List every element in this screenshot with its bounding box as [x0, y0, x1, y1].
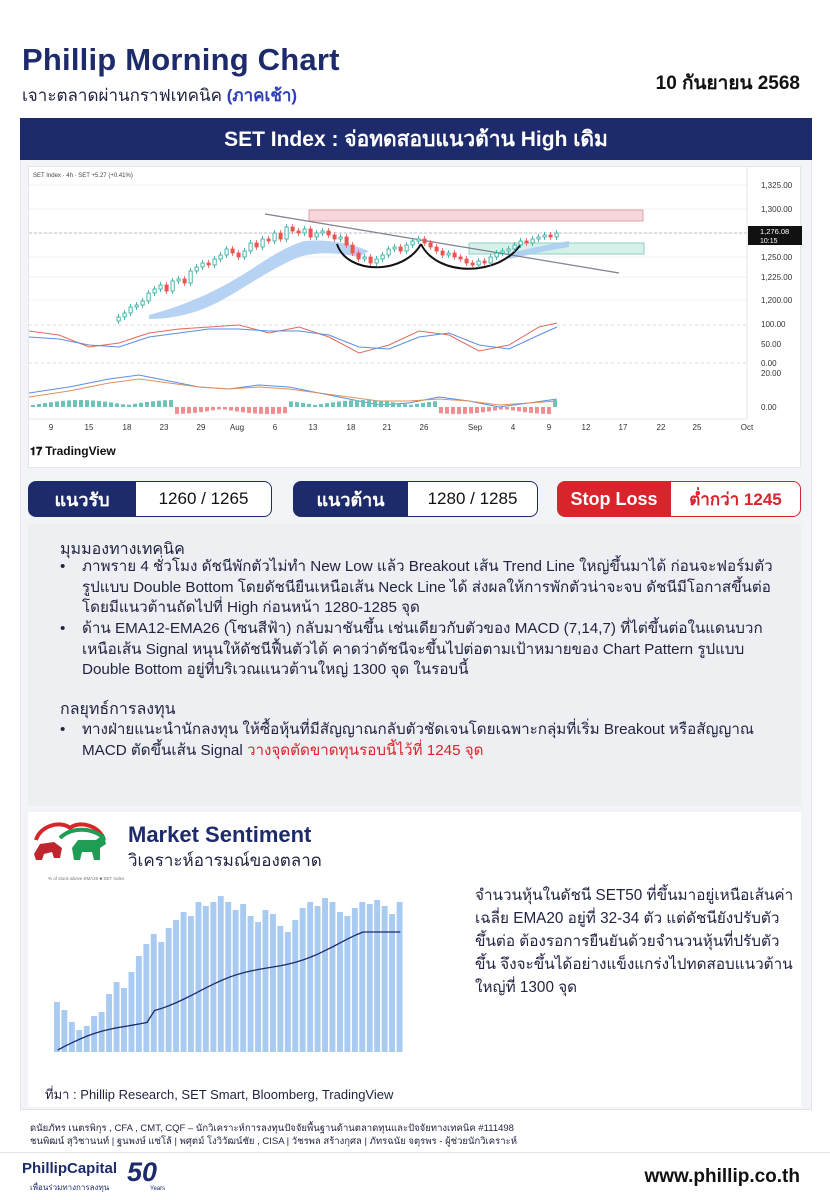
anniversary-logo: 50 — [127, 1157, 158, 1187]
macd-bar — [163, 400, 167, 407]
candle — [231, 249, 234, 253]
macd-bar — [325, 403, 329, 407]
macd-bar — [253, 407, 257, 413]
macd-bar — [133, 404, 137, 407]
time-axis-label: 6 — [272, 423, 278, 432]
macd-bar — [505, 407, 509, 409]
sentiment-bar — [158, 942, 164, 1052]
candle — [333, 235, 336, 239]
sentiment-bar — [173, 920, 179, 1052]
sentiment-bar — [382, 906, 388, 1052]
candle — [183, 279, 186, 283]
candle — [321, 231, 324, 233]
macd-bar — [175, 407, 179, 414]
macd-bar — [535, 407, 539, 413]
stoploss-label: Stop Loss — [557, 481, 671, 517]
macd-bar — [409, 405, 413, 407]
support-value: 1260 / 1265 — [136, 481, 272, 517]
sentiment-bar — [330, 902, 336, 1052]
macd-bar — [157, 401, 161, 407]
candle — [165, 285, 168, 291]
candle — [387, 249, 390, 255]
macd-bar — [511, 407, 515, 410]
candle — [159, 285, 162, 289]
candle — [147, 293, 150, 301]
candle — [489, 257, 492, 263]
macd-bar — [223, 407, 227, 410]
report-subtitle-text: เจาะตลาดผ่านกราฟเทคนิค — [22, 86, 223, 105]
sentiment-bar — [188, 916, 194, 1052]
sentiment-bar — [233, 910, 239, 1052]
candle — [495, 253, 498, 257]
sentiment-bar — [248, 916, 254, 1052]
macd-bar — [295, 402, 299, 407]
sentiment-bar — [292, 920, 298, 1052]
sentiment-bar — [307, 902, 313, 1052]
sentiment-chart-caption: % of stock above EMA20 ■ SET Index — [48, 876, 125, 881]
sentiment-bar — [84, 1026, 90, 1052]
candle — [153, 289, 156, 293]
sentiment-bar — [240, 904, 246, 1052]
macd-bar — [349, 400, 353, 407]
macd-bar — [199, 407, 203, 412]
macd-bar — [205, 407, 209, 411]
candle — [549, 235, 552, 237]
stoch-axis-label: 100.00 — [761, 320, 786, 329]
macd-bar — [115, 403, 119, 407]
chart-title-bar: SET Index : จ่อทดสอบแนวต้าน High เดิม — [20, 118, 812, 160]
macd-bar — [331, 402, 335, 407]
macd-bar — [37, 404, 41, 407]
candle — [123, 313, 126, 317]
tradingview-icon: 𝟏𝟕 — [30, 446, 43, 458]
macd-bar — [373, 400, 377, 407]
candle — [297, 231, 300, 233]
macd-bar — [169, 400, 173, 407]
macd-bar — [337, 402, 341, 407]
resistance-label: แนวต้าน — [293, 481, 408, 517]
sentiment-chart — [44, 872, 416, 1064]
sentiment-bar — [151, 934, 157, 1052]
macd-bar — [457, 407, 461, 414]
macd-bar — [43, 403, 47, 407]
sentiment-bars — [54, 896, 403, 1052]
macd-bar — [439, 407, 443, 413]
candle — [441, 251, 444, 255]
bullet-dot: • — [60, 721, 66, 738]
sentiment-bar — [129, 972, 135, 1052]
analysis-bullet-1 — [60, 557, 790, 619]
candle — [519, 241, 522, 245]
macd-bar — [193, 407, 197, 413]
macd-axis-label: 0.00 — [761, 403, 777, 412]
phillipcapital-logo: PhillipCapital — [22, 1160, 118, 1177]
stoch-d-line — [29, 327, 557, 349]
sentiment-chart-svg — [44, 872, 416, 1064]
candle — [459, 257, 462, 259]
set-index-chart-svg — [29, 167, 802, 469]
price-axis — [761, 181, 793, 412]
tradingview-logo — [30, 444, 116, 459]
sentiment-bar — [389, 914, 395, 1052]
time-axis-label: 9 — [546, 423, 552, 432]
candle — [465, 259, 468, 263]
stoch-axis-label: 50.00 — [761, 340, 782, 349]
macd-bar — [343, 401, 347, 407]
time-axis-label: Oct — [740, 423, 754, 432]
sentiment-text: จำนวนหุ้นในดัชนี SET50 ที่ขึ้นมาอยู่เหนือเส้นค่าเฉลี่ย EMA20 อยู่ที่ 32-34 ตัว แต่ดัชนียังปรับตัวขึ้นต่อ ต้องรอการยืนยันด้วยจำนวนหุ้นที่ปรับตัวขึ้น จึงจะขึ้นได้อย่างแข็งแกร่งไปทดสอบแนวต้านใหญ่ที่ 1300 จุด — [475, 887, 794, 996]
macd-bar — [277, 407, 281, 414]
candle — [249, 243, 252, 251]
support-levels — [28, 481, 272, 517]
macd-bar — [55, 401, 59, 407]
macd-bar — [229, 407, 233, 411]
macd-bar — [553, 400, 557, 407]
time-axis-label: 25 — [692, 423, 702, 432]
candle — [135, 305, 138, 307]
sentiment-bar — [203, 906, 209, 1052]
price-axis-label: 1,250.00 — [761, 253, 793, 262]
macd-bar — [379, 401, 383, 407]
macd-bar — [433, 401, 437, 407]
candle — [195, 267, 198, 271]
candle — [171, 281, 174, 291]
macd-bar — [127, 405, 131, 407]
time-axis-label: 18 — [122, 423, 132, 432]
time-axis-label: Aug — [229, 423, 245, 432]
sentiment-bar — [263, 910, 269, 1052]
sentiment-bar — [367, 904, 373, 1052]
time-axis-label: 23 — [159, 423, 169, 432]
technical-heading: มุมมองทางเทคนิค — [60, 541, 185, 558]
candle — [129, 307, 132, 313]
sentiment-bar — [270, 914, 276, 1052]
footer-divider — [0, 1152, 830, 1153]
sentiment-bar — [121, 988, 127, 1052]
macd-bar — [85, 400, 89, 407]
sentiment-bar — [359, 902, 365, 1052]
bear-icon — [34, 842, 62, 860]
candle — [219, 255, 222, 259]
resistance-zone — [309, 210, 643, 221]
candle — [225, 249, 228, 255]
candle — [189, 271, 192, 283]
candle — [255, 243, 258, 247]
macd-bar — [475, 407, 479, 413]
time-axis-label: 9 — [48, 423, 54, 432]
time-axis-label: 15 — [84, 423, 94, 432]
sentiment-bar — [352, 908, 358, 1052]
sentiment-bar — [322, 898, 328, 1052]
author-line-1: ดนัยภัทร เนตรพิกุร , CFA , CMT, CQF – นักวิเคราะห์การลงทุนปัจจัยพื้นฐานด้านตลาดทุนและปัจจัยทางเทคนิค #111498 — [30, 1123, 514, 1134]
time-axis-label: 4 — [510, 423, 516, 432]
stoch-k-line — [29, 323, 557, 353]
macd-bar — [313, 405, 317, 407]
chart-legend: SET Index · 4h · SET +5.27 (+0.41%) — [33, 173, 133, 179]
candle — [237, 253, 240, 257]
macd-bar — [487, 407, 491, 411]
macd-bar — [211, 407, 215, 410]
candle — [315, 233, 318, 237]
sentiment-title: Market Sentiment — [128, 822, 312, 847]
candle — [393, 247, 396, 249]
analysis-bullet-2-text: ด้าน EMA12-EMA26 (โซนสีฟ้า) กลับมาชันขึ้น เช่นเดียวกับตัวของ MACD (7,14,7) ที่ไต่ขึ้นต่อในแดนบวกเหนือเส้น Signal หนุนให้ดัชนีฟื้นตัวได้ คาดว่าดัชนีจะขึ้นไปต่อตามเป้าหมายของ Chart Pattern รูปแบบ Double Bottom อยู่ที่บริเวณแนวต้านใหญ่ 1300 จุด ในรอบนี้ — [82, 620, 763, 678]
stoploss-value: ต่ำกว่า 1245 — [671, 481, 801, 517]
report-date: 10 กันยายน 2568 — [655, 73, 800, 94]
sentiment-bar — [54, 1002, 60, 1052]
macd-bar — [355, 400, 359, 407]
candle — [267, 239, 270, 241]
macd-bar — [547, 407, 551, 414]
macd-bar — [421, 403, 425, 407]
time-axis — [49, 423, 754, 432]
macd-bar — [145, 402, 149, 407]
candle — [261, 239, 264, 247]
sentiment-bar — [285, 932, 291, 1052]
sentiment-bar — [69, 1022, 75, 1052]
time-axis-label: 12 — [581, 423, 591, 432]
macd-bar — [271, 407, 275, 414]
candle — [285, 227, 288, 239]
website-link[interactable]: www.phillip.co.th — [644, 1166, 800, 1187]
candle — [117, 317, 120, 321]
sentiment-bar — [337, 912, 343, 1052]
sentiment-bar — [106, 994, 112, 1052]
candle — [303, 229, 306, 233]
analysis-bullet-1-text: ภาพราย 4 ชั่วโมง ดัชนีพักตัวไม่ทำ New Low แล้ว Breakout เส้น Trend Line ใหญ่ขึ้นมาได้ ก่อนจะฟอร์มตัวรูปแบบ Double Bottom โดยดัชนียืนเหนือเส้น Neck Line ได้ ส่งผลให้การพักตัวน่าจะจบ ดัชนีมีโอกาสขึ้นต่อโดยมีแนวต้านถัดไปที่ High ก่อนหน้า 1280-1285 จุด — [82, 558, 773, 616]
stoch-axis-label: 0.00 — [761, 359, 777, 368]
macd-bar — [151, 401, 155, 407]
sentiment-bar — [210, 902, 216, 1052]
macd-bar — [427, 402, 431, 407]
anniversary-word: Years — [150, 1186, 166, 1192]
bullet-dot: • — [60, 620, 66, 637]
strategy-stoploss-text: วางจุดตัดขาดทุนรอบนี้ไว้ที่ 1245 จุด — [246, 741, 484, 759]
time-axis-label: 22 — [656, 423, 666, 432]
time-axis-label: 18 — [346, 423, 356, 432]
candle — [477, 261, 480, 265]
candle — [405, 245, 408, 251]
stoploss-levels — [557, 481, 801, 517]
macd-bar — [241, 407, 245, 412]
macd-bar — [403, 404, 407, 407]
macd-bar — [235, 407, 239, 411]
macd-bar — [523, 407, 527, 412]
sentiment-bar — [181, 912, 187, 1052]
tradingview-chart — [28, 166, 801, 468]
candle — [525, 241, 528, 243]
time-axis-label: 17 — [618, 423, 628, 432]
bullet-dot: • — [60, 558, 66, 575]
sentiment-bar — [315, 906, 321, 1052]
report-subtitle — [22, 82, 297, 109]
sentiment-bar — [218, 896, 224, 1052]
macd-bar — [385, 402, 389, 407]
macd-bar — [445, 407, 449, 414]
price-axis-label: 1,200.00 — [761, 296, 793, 305]
macd-bar — [217, 407, 221, 409]
macd-bar — [121, 404, 125, 407]
macd-bar — [499, 407, 503, 410]
time-axis-label: 21 — [382, 423, 392, 432]
candle — [543, 235, 546, 237]
macd-bar — [367, 400, 371, 407]
sentiment-bar — [114, 982, 120, 1052]
macd-bar — [79, 400, 83, 407]
price-axis-label: 1,325.00 — [761, 181, 793, 190]
support-label: แนวรับ — [28, 481, 136, 517]
bull-icon — [72, 834, 106, 860]
candle — [375, 259, 378, 263]
analysis-bullet-2 — [60, 619, 790, 681]
analysis-bullet-3-text — [60, 720, 790, 761]
candle — [531, 239, 534, 243]
macd-bar — [181, 407, 185, 414]
sentiment-bar — [196, 902, 202, 1052]
macd-bar — [187, 407, 191, 413]
strategy-text: ทางฝ่ายแนะนำนักลงทุน ให้ซื้อหุ้นที่มีสัญญาณกลับตัวชัดเจนโดยเฉพาะกลุ่มที่เริ่ม Breakout หรือสัญญาณ MACD ตัดขึ้นเส้น Signal — [82, 721, 754, 759]
sentiment-bar — [397, 902, 403, 1052]
candle — [213, 259, 216, 265]
candle — [411, 241, 414, 245]
macd-bar — [541, 407, 545, 414]
candle — [435, 247, 438, 251]
sentiment-bar — [255, 922, 261, 1052]
macd-bar — [397, 403, 401, 407]
macd-bar — [91, 400, 95, 407]
macd-bar — [463, 407, 467, 414]
candle — [447, 253, 450, 255]
macd-bar — [73, 400, 77, 407]
candle — [345, 237, 348, 245]
macd-bar — [469, 407, 473, 413]
macd-bar — [517, 407, 521, 411]
macd-bar — [265, 407, 269, 414]
last-price-time: 10:15 — [760, 238, 778, 245]
macd-bar — [61, 401, 65, 407]
candle — [327, 231, 330, 235]
price-axis-label: 1,225.00 — [761, 273, 793, 282]
macd-bar — [451, 407, 455, 414]
candle — [279, 233, 282, 239]
time-axis-label: 29 — [196, 423, 206, 432]
report-subtitle-accent: (ภาคเช้า) — [226, 86, 298, 105]
candle — [501, 251, 504, 253]
macd-bar — [319, 404, 323, 407]
macd-axis-label: 20.00 — [761, 369, 782, 378]
macd-bar — [493, 407, 497, 411]
candle — [537, 237, 540, 239]
time-axis-label: Sep — [467, 423, 483, 432]
sentiment-bar — [374, 900, 380, 1052]
macd-bar — [361, 400, 365, 407]
macd-bar — [49, 402, 53, 407]
candle — [357, 253, 360, 259]
sentiment-bar — [277, 926, 283, 1052]
logo-tagline: เพื่อนร่วมทางการลงทุน — [30, 1183, 110, 1192]
macd-bar — [259, 407, 263, 414]
candle — [177, 279, 180, 281]
macd-bar — [301, 403, 305, 407]
bull-bear-icon — [30, 818, 110, 866]
candle — [513, 245, 516, 249]
candle — [423, 239, 426, 243]
tradingview-brand: TradingView — [45, 444, 116, 458]
sentiment-bar — [143, 944, 149, 1052]
candle — [207, 263, 210, 265]
source-note: ที่มา : Phillip Research, SET Smart, Bloomberg, TradingView — [45, 1087, 394, 1102]
last-price-value: 1,276.08 — [760, 227, 790, 236]
macd-bar — [109, 402, 113, 407]
candle — [291, 227, 294, 231]
strategy-heading: กลยุทธ์การลงทุน — [60, 701, 176, 718]
price-axis-label: 1,300.00 — [761, 205, 793, 214]
macd-signal-line — [29, 379, 557, 405]
candle — [399, 247, 402, 251]
sentiment-bar — [300, 908, 306, 1052]
sentiment-bar — [166, 928, 172, 1052]
macd-bar — [139, 403, 143, 407]
candle — [339, 237, 342, 239]
candle — [363, 257, 366, 259]
resistance-levels — [293, 481, 538, 517]
candle — [483, 261, 486, 263]
candle — [429, 243, 432, 247]
candle — [555, 233, 558, 237]
candle — [351, 245, 354, 253]
author-line-2: ชนพิฒน์ สุวิชานนท์ | ฐนพงษ์ แซ่โล้ | พศุตม์ โงวิวัฒน์ชัย , CISA | วัชรพล สร้างกุศล | ภัทรฉนัย จตุรพร - ผู้ช่วยนักวิเคราะห์ — [30, 1136, 517, 1147]
macd-bar — [31, 405, 35, 407]
analysis-bullet-3 — [60, 720, 790, 761]
candle — [201, 263, 204, 267]
ema-band — [149, 240, 369, 319]
time-axis-label: 26 — [419, 423, 429, 432]
candle — [243, 251, 246, 257]
sentiment-subtitle: วิเคราะห์อารมณ์ของตลาด — [128, 851, 322, 870]
time-axis-label: 13 — [308, 423, 318, 432]
candle — [471, 263, 474, 265]
macd-bar — [481, 407, 485, 412]
candle — [141, 301, 144, 305]
candle — [273, 233, 276, 241]
candle — [453, 253, 456, 257]
resistance-value: 1280 / 1285 — [408, 481, 538, 517]
macd-bar — [391, 402, 395, 407]
macd-bar — [103, 402, 107, 407]
macd-bar — [67, 400, 71, 407]
macd-bar — [247, 407, 251, 413]
macd-bar — [97, 401, 101, 407]
macd-bar — [529, 407, 533, 413]
macd-bar — [289, 401, 293, 407]
macd-bar — [283, 407, 287, 413]
candle — [309, 229, 312, 237]
sentiment-bar — [344, 916, 350, 1052]
macd-bar — [307, 404, 311, 407]
macd-bar — [415, 404, 419, 407]
candle — [417, 239, 420, 241]
candle — [507, 249, 510, 251]
candle — [369, 257, 372, 263]
sentiment-bar — [136, 956, 142, 1052]
report-title: Phillip Morning Chart — [22, 42, 340, 77]
candle — [381, 255, 384, 259]
